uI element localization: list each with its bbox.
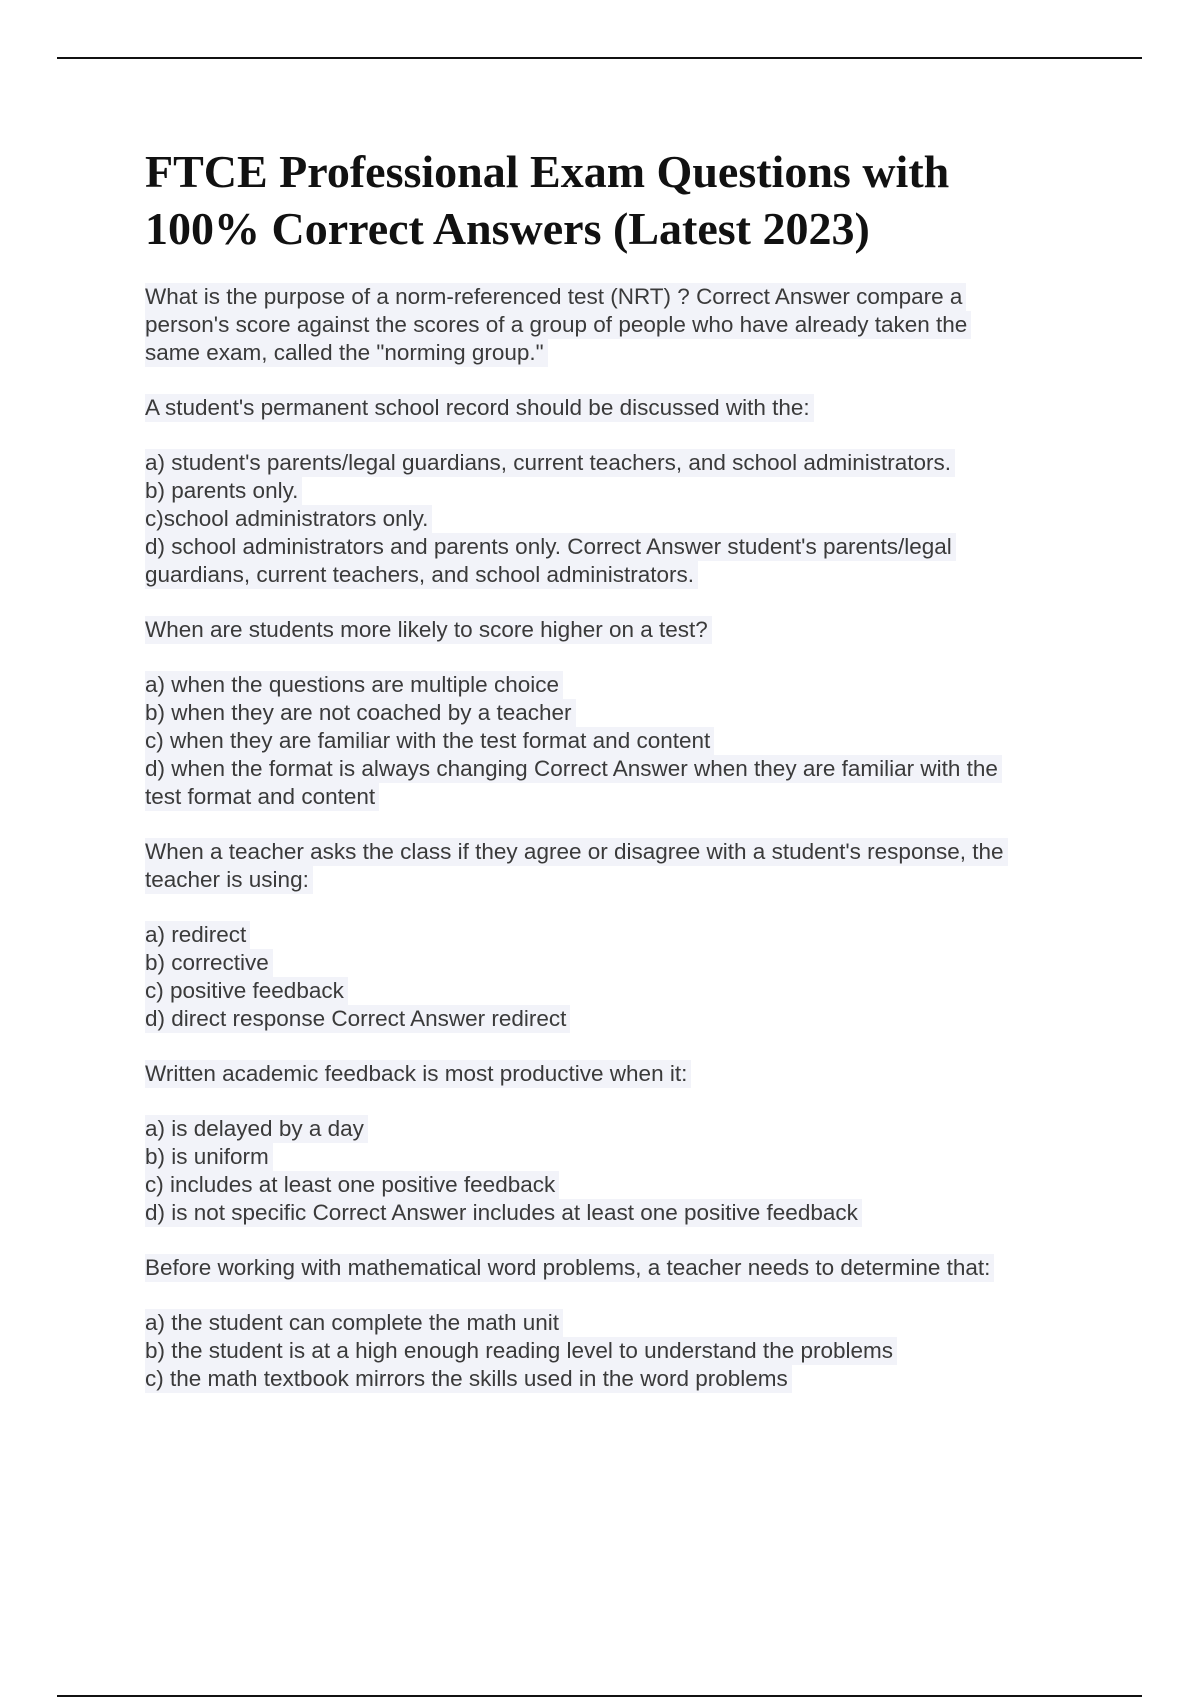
text-line: b) parents only. [145,477,302,505]
text-line: person's score against the scores of a group of people who have already taken the [145,311,971,339]
text-line: b) corrective [145,949,273,977]
text-line: Written academic feedback is most productive when it: [145,1060,691,1088]
text-paragraph [145,1115,1075,1227]
text-line: What is the purpose of a norm-referenced test (NRT) ? Correct Answer compare a [145,283,966,311]
text-line: A student's permanent school record should be discussed with the: [145,394,814,422]
text-line: c) the math textbook mirrors the skills used in the word problems [145,1365,792,1393]
text-line: a) when the questions are multiple choice [145,671,563,699]
text-line: b) the student is at a high enough reading level to understand the problems [145,1337,897,1365]
title-line-2: 100% Correct Answers (Latest 2023) [145,203,870,254]
title-line-1: FTCE Professional Exam Questions with [145,146,950,197]
text-line: c)school administrators only. [145,505,432,533]
text-line: Before working with mathematical word problems, a teacher needs to determine that: [145,1254,994,1282]
text-paragraph [145,283,1075,367]
document-body [145,283,1075,1420]
text-paragraph [145,1309,1075,1393]
text-line: b) is uniform [145,1143,273,1171]
text-line: same exam, called the "norming group." [145,339,548,367]
text-paragraph [145,449,1075,589]
document-title [145,143,1095,257]
text-line: d) school administrators and parents only. Correct Answer student's parents/legal [145,533,956,561]
text-line: When a teacher asks the class if they agree or disagree with a student's response, the [145,838,1008,866]
text-line: a) is delayed by a day [145,1115,368,1143]
text-paragraph [145,1060,1075,1088]
text-line: b) when they are not coached by a teacher [145,699,576,727]
text-paragraph [145,671,1075,811]
text-paragraph [145,1254,1075,1282]
text-line: d) when the format is always changing Correct Answer when they are familiar with the [145,755,1002,783]
text-line: d) is not specific Correct Answer includes at least one positive feedback [145,1199,862,1227]
text-line: c) positive feedback [145,977,348,1005]
text-line: a) redirect [145,921,250,949]
text-line: c) includes at least one positive feedback [145,1171,559,1199]
text-line: c) when they are familiar with the test format and content [145,727,714,755]
text-line: guardians, current teachers, and school administrators. [145,561,698,589]
footer-rule [57,1695,1142,1697]
text-line: a) the student can complete the math unit [145,1309,563,1337]
header-rule [57,57,1142,59]
text-paragraph [145,921,1075,1033]
text-paragraph [145,616,1075,644]
text-paragraph [145,838,1075,894]
text-line: When are students more likely to score higher on a test? [145,616,712,644]
text-line: a) student's parents/legal guardians, current teachers, and school administrators. [145,449,955,477]
text-line: teacher is using: [145,866,313,894]
text-line: test format and content [145,783,379,811]
text-paragraph [145,394,1075,422]
text-line: d) direct response Correct Answer redirect [145,1005,570,1033]
